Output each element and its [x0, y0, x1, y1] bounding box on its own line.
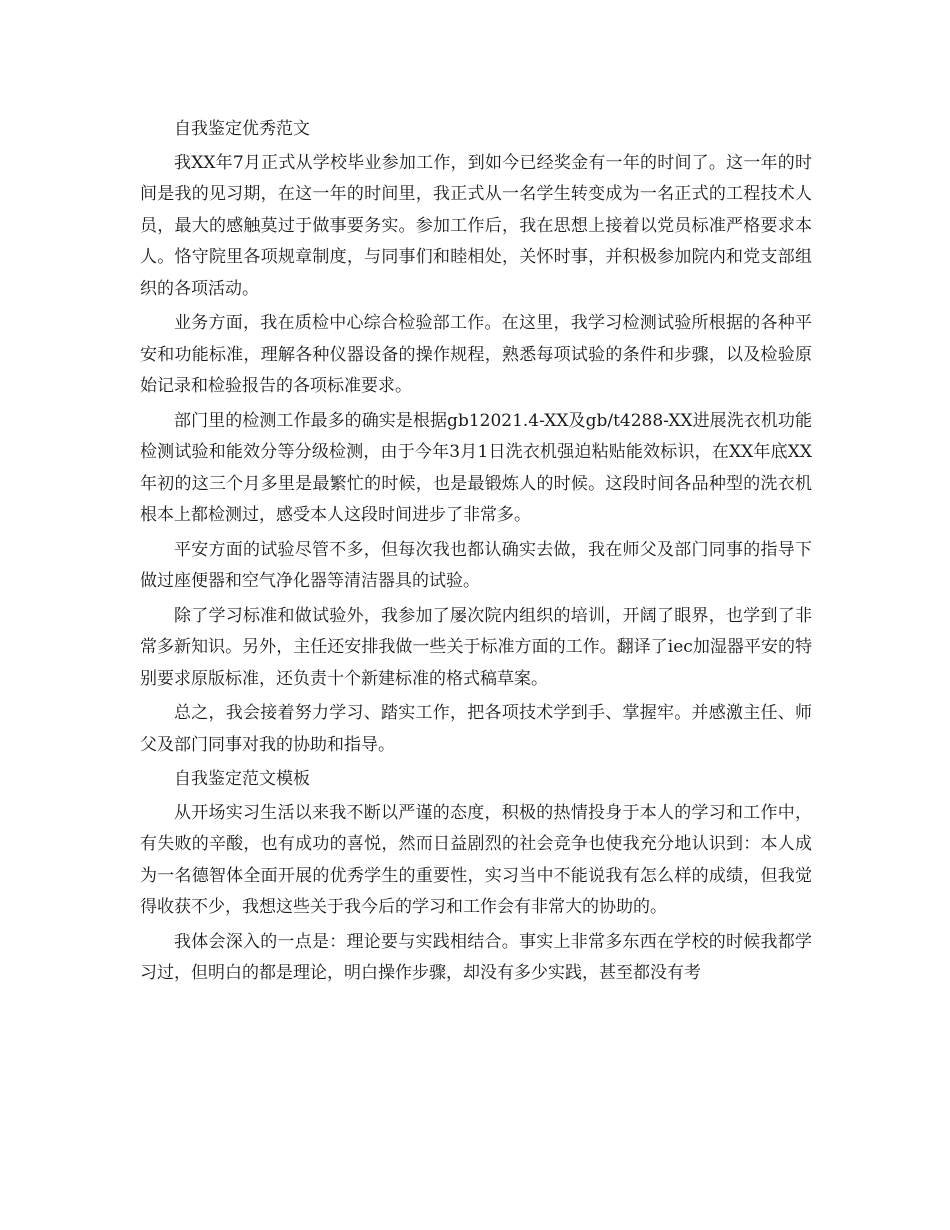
paragraph: 我XX年7月正式从学校毕业参加工作，到如今已经奖金有一年的时间了。这一年的时间是我的见习期，在这一年的时间里，我正式从一名学生转变成为一名正式的工程技术人员，最大的感触莫过于做事要务实。参加工作后，我在思想上接着以党员标准严格要求本人。恪守院里各项规章制度，与同事们和睦相处，关怀时事，并积极参加院内和党支部组织的各项活动。 [140, 152, 812, 299]
paragraph: 总之，我会接着努力学习、踏实工作，把各项技术学到手、掌握牢。并感激主任、师父及部门同事对我的协助和指导。 [140, 703, 812, 755]
section-title-excellent-sample: 自我鉴定优秀范文 [174, 119, 310, 139]
paragraph: 除了学习标准和做试验外，我参加了屡次院内组织的培训，开阔了眼界，也学到了非常多新知识。另外，主任还安排我做一些关于标准方面的工作。翻译了iec加湿器平安的特别要求原版标准，还负责十个新建标准的格式稿草案。 [140, 605, 812, 689]
paragraph: 部门里的检测工作最多的确实是根据gb12021.4-XX及gb/t4288-XX进展洗衣机功能检测试验和能效分等分级检测，由于今年3月1日洗衣机强迫粘贴能效标识，在XX年底XX年初的这三个月多里是最繁忙的时候，也是最锻炼人的时候。这段时间各品种型的洗衣机根本上都检测过，感受本人这段时间进步了非常多。 [140, 410, 812, 525]
paragraph: 从开场实习生活以来我不断以严谨的态度，积极的热情投身于本人的学习和工作中，有失败的辛酸，也有成功的喜悦，然而日益剧烈的社会竞争也使我充分地认识到：本人成为一名德智体全面开展的优秀学生的重要性，实习当中不能说我有怎么样的成绩，但我觉得收获不少，我想这些关于我今后的学习和工作会有非常大的协助的。 [140, 802, 812, 917]
paragraph: 平安方面的试验尽管不多，但每次我也都认确实去做，我在师父及部门同事的指导下做过座便器和空气净化器等清洁器具的试验。 [140, 539, 812, 591]
document-body [140, 114, 812, 993]
paragraph: 业务方面，我在质检中心综合检验部工作。在这里，我学习检测试验所根据的各种平安和功能标准，理解各种仪器设备的操作规程，熟悉每项试验的条件和步骤，以及检验原始记录和检验报告的各项标准要求。 [140, 313, 812, 396]
section-title-template: 自我鉴定范文模板 [174, 769, 310, 789]
paragraph: 我体会深入的一点是：理论要与实践相结合。事实上非常多东西在学校的时候我都学习过，但明白的都是理论，明白操作步骤，却没有多少实践，甚至都没有考 [140, 931, 812, 983]
